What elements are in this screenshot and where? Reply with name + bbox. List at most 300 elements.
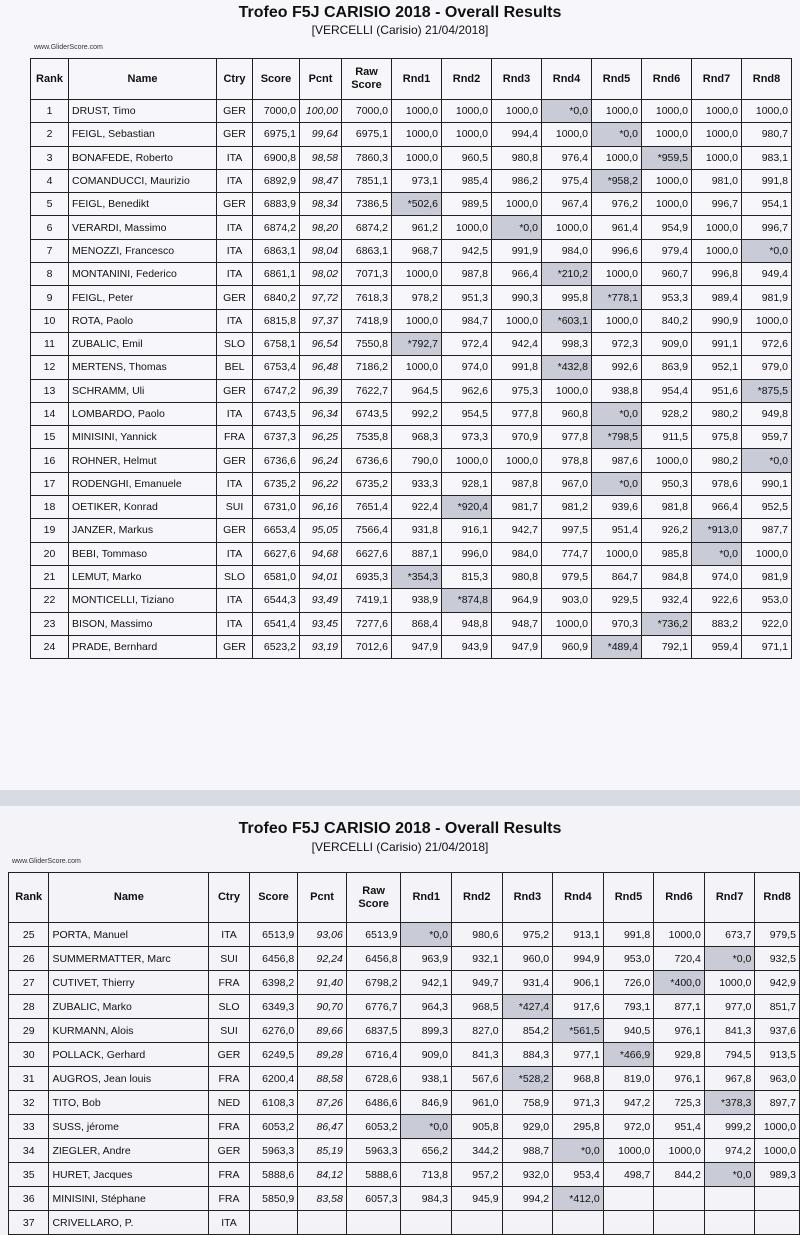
cell-rnd4: 979,5 bbox=[542, 565, 592, 588]
cell-rnd7 bbox=[704, 1187, 755, 1211]
header-country: Ctry bbox=[209, 873, 249, 923]
cell-rnd7: 1000,0 bbox=[692, 100, 742, 123]
cell-country: SUI bbox=[217, 496, 253, 519]
cell-rnd4: *432,8 bbox=[542, 356, 592, 379]
cell-percent: 87,26 bbox=[298, 1091, 347, 1115]
cell-name: MONTANINI, Federico bbox=[69, 263, 217, 286]
cell-rnd1: *0,0 bbox=[401, 923, 452, 947]
header-rnd6: Rnd6 bbox=[654, 873, 705, 923]
cell-rnd5: *0,0 bbox=[592, 472, 642, 495]
cell-rnd5: 1000,0 bbox=[592, 263, 642, 286]
table-row bbox=[31, 193, 792, 216]
cell-rnd1: 899,3 bbox=[401, 1019, 452, 1043]
cell-rnd1: 790,0 bbox=[392, 449, 442, 472]
cell-rnd8: 942,9 bbox=[755, 971, 800, 995]
cell-rnd4: 967,4 bbox=[542, 193, 592, 216]
header-row bbox=[31, 59, 792, 100]
cell-name: LEMUT, Marko bbox=[69, 565, 217, 588]
cell-name: DRUST, Timo bbox=[69, 100, 217, 123]
cell-raw-score: 6456,8 bbox=[346, 947, 401, 971]
cell-rank: 19 bbox=[31, 519, 69, 542]
cell-rnd3: 980,8 bbox=[492, 146, 542, 169]
cell-rank: 29 bbox=[9, 1019, 49, 1043]
cell-raw-score: 6863,1 bbox=[342, 239, 392, 262]
cell-country: NED bbox=[209, 1091, 249, 1115]
cell-rnd5: 991,8 bbox=[603, 923, 654, 947]
cell-percent: 93,19 bbox=[300, 635, 342, 658]
cell-percent: 91,40 bbox=[298, 971, 347, 995]
cell-rnd1: 868,4 bbox=[392, 612, 442, 635]
cell-name: FEIGL, Sebastian bbox=[69, 123, 217, 146]
cell-rnd3: 931,4 bbox=[502, 971, 553, 995]
cell-rnd8: 971,1 bbox=[742, 635, 792, 658]
cell-rnd1: 713,8 bbox=[401, 1163, 452, 1187]
cell-rnd4: 1000,0 bbox=[542, 612, 592, 635]
cell-name: KURMANN, Alois bbox=[49, 1019, 209, 1043]
cell-rnd6: 909,0 bbox=[642, 332, 692, 355]
cell-rnd3: 987,8 bbox=[492, 472, 542, 495]
cell-raw-score bbox=[346, 1211, 401, 1235]
cell-rnd4: 995,8 bbox=[542, 286, 592, 309]
cell-raw-score: 6776,7 bbox=[346, 995, 401, 1019]
cell-rnd7: 996,8 bbox=[692, 263, 742, 286]
cell-raw-score: 5963,3 bbox=[346, 1139, 401, 1163]
cell-rnd2 bbox=[451, 1211, 502, 1235]
cell-rnd1: 968,7 bbox=[392, 239, 442, 262]
cell-rnd2: 962,6 bbox=[442, 379, 492, 402]
header-rnd4: Rnd4 bbox=[542, 59, 592, 100]
cell-percent: 93,06 bbox=[298, 923, 347, 947]
cell-rnd8: *875,5 bbox=[742, 379, 792, 402]
cell-rnd5: 951,4 bbox=[592, 519, 642, 542]
cell-raw-score: 6735,2 bbox=[342, 472, 392, 495]
cell-score: 6627,6 bbox=[253, 542, 300, 565]
cell-rnd5: *958,2 bbox=[592, 169, 642, 192]
header-rnd3: Rnd3 bbox=[492, 59, 542, 100]
cell-rnd8: 953,0 bbox=[742, 589, 792, 612]
cell-rnd2: 951,3 bbox=[442, 286, 492, 309]
cell-percent bbox=[298, 1211, 347, 1235]
cell-rnd4: 981,2 bbox=[542, 496, 592, 519]
cell-rnd1: 909,0 bbox=[401, 1043, 452, 1067]
cell-name: MERTENS, Thomas bbox=[69, 356, 217, 379]
cell-rnd5: 996,6 bbox=[592, 239, 642, 262]
cell-rnd1: *502,6 bbox=[392, 193, 442, 216]
cell-raw-score: 7535,8 bbox=[342, 426, 392, 449]
cell-rank: 2 bbox=[31, 123, 69, 146]
cell-score: 6883,9 bbox=[253, 193, 300, 216]
cell-name: MENOZZI, Francesco bbox=[69, 239, 217, 262]
cell-score: 6900,8 bbox=[253, 146, 300, 169]
table-row bbox=[31, 216, 792, 239]
cell-name: ZUBALIC, Emil bbox=[69, 332, 217, 355]
cell-raw-score: 7860,3 bbox=[342, 146, 392, 169]
cell-rnd6 bbox=[654, 1187, 705, 1211]
table-row bbox=[31, 519, 792, 542]
cell-name: MINISINI, Stéphane bbox=[49, 1187, 209, 1211]
cell-percent: 97,72 bbox=[300, 286, 342, 309]
cell-rnd2: 954,5 bbox=[442, 402, 492, 425]
cell-score: 6758,1 bbox=[253, 332, 300, 355]
cell-rnd4: 971,3 bbox=[553, 1091, 604, 1115]
cell-rnd5: 987,6 bbox=[592, 449, 642, 472]
results-table-1 bbox=[30, 58, 792, 659]
cell-raw-score: 7419,1 bbox=[342, 589, 392, 612]
cell-rnd4: 975,4 bbox=[542, 169, 592, 192]
cell-rnd4: 917,6 bbox=[553, 995, 604, 1019]
cell-rnd4: 906,1 bbox=[553, 971, 604, 995]
cell-rnd5: 947,2 bbox=[603, 1091, 654, 1115]
cell-rnd7: *913,0 bbox=[692, 519, 742, 542]
cell-rnd1: 1000,0 bbox=[392, 123, 442, 146]
cell-rnd7: 978,6 bbox=[692, 472, 742, 495]
cell-rnd3 bbox=[502, 1211, 553, 1235]
cell-rnd3: 977,8 bbox=[492, 402, 542, 425]
cell-rnd6: 932,4 bbox=[642, 589, 692, 612]
cell-rnd3: 854,2 bbox=[502, 1019, 553, 1043]
cell-rank: 5 bbox=[31, 193, 69, 216]
cell-percent: 89,66 bbox=[298, 1019, 347, 1043]
cell-rnd3: 1000,0 bbox=[492, 449, 542, 472]
table-row bbox=[9, 995, 800, 1019]
page-subtitle: [VERCELLI (Carisio) 21/04/2018] bbox=[311, 23, 489, 37]
cell-raw-score: 6716,4 bbox=[346, 1043, 401, 1067]
site-url: www.GliderScore.com bbox=[34, 44, 103, 51]
cell-name: CRIVELLARO, P. bbox=[49, 1211, 209, 1235]
cell-country: GER bbox=[217, 449, 253, 472]
cell-rnd1: 922,4 bbox=[392, 496, 442, 519]
cell-raw-score: 6736,6 bbox=[342, 449, 392, 472]
cell-rnd6: 979,4 bbox=[642, 239, 692, 262]
cell-score: 6653,4 bbox=[253, 519, 300, 542]
cell-rnd8: 1000,0 bbox=[742, 100, 792, 123]
cell-rnd6: 1000,0 bbox=[642, 123, 692, 146]
cell-rnd6 bbox=[654, 1211, 705, 1235]
cell-rnd2: 974,0 bbox=[442, 356, 492, 379]
cell-score: 6753,4 bbox=[253, 356, 300, 379]
cell-rnd2: 984,7 bbox=[442, 309, 492, 332]
cell-raw-score: 7418,9 bbox=[342, 309, 392, 332]
cell-raw-score: 7550,8 bbox=[342, 332, 392, 355]
cell-rnd6: 985,8 bbox=[642, 542, 692, 565]
cell-rnd7: 974,0 bbox=[692, 565, 742, 588]
cell-rank: 24 bbox=[31, 635, 69, 658]
cell-percent: 94,68 bbox=[300, 542, 342, 565]
cell-percent: 86,47 bbox=[298, 1115, 347, 1139]
cell-country: ITA bbox=[209, 923, 249, 947]
cell-rnd8: 913,5 bbox=[755, 1043, 800, 1067]
cell-country: GER bbox=[209, 1043, 249, 1067]
cell-rnd4: 903,0 bbox=[542, 589, 592, 612]
cell-country: ITA bbox=[217, 169, 253, 192]
cell-rnd4: 968,8 bbox=[553, 1067, 604, 1091]
cell-country: ITA bbox=[217, 239, 253, 262]
cell-country: GER bbox=[217, 100, 253, 123]
site-url: www.GliderScore.com bbox=[12, 858, 81, 865]
cell-score bbox=[249, 1211, 298, 1235]
cell-rnd8: 987,7 bbox=[742, 519, 792, 542]
cell-percent: 93,45 bbox=[300, 612, 342, 635]
cell-rnd7: 990,9 bbox=[692, 309, 742, 332]
cell-rnd2: 943,9 bbox=[442, 635, 492, 658]
table-row bbox=[31, 472, 792, 495]
cell-rnd4: 977,1 bbox=[553, 1043, 604, 1067]
cell-rank: 35 bbox=[9, 1163, 49, 1187]
cell-rnd8: 959,7 bbox=[742, 426, 792, 449]
cell-percent: 94,01 bbox=[300, 565, 342, 588]
cell-country: FRA bbox=[217, 426, 253, 449]
cell-percent: 95,05 bbox=[300, 519, 342, 542]
cell-rnd1: 984,3 bbox=[401, 1187, 452, 1211]
cell-rnd3: 966,4 bbox=[492, 263, 542, 286]
cell-rnd4: 1000,0 bbox=[542, 216, 592, 239]
cell-country: GER bbox=[217, 193, 253, 216]
cell-country: FRA bbox=[209, 1115, 249, 1139]
cell-rnd6: 928,2 bbox=[642, 402, 692, 425]
cell-rnd6: 960,7 bbox=[642, 263, 692, 286]
cell-percent: 100,00 bbox=[300, 100, 342, 123]
cell-rnd7: *378,3 bbox=[704, 1091, 755, 1115]
table-row bbox=[31, 286, 792, 309]
cell-rnd8: 954,1 bbox=[742, 193, 792, 216]
cell-rnd3: 1000,0 bbox=[492, 193, 542, 216]
cell-rnd8: 937,6 bbox=[755, 1019, 800, 1043]
cell-rnd6: 984,8 bbox=[642, 565, 692, 588]
cell-raw-score: 5888,6 bbox=[346, 1163, 401, 1187]
cell-rank: 18 bbox=[31, 496, 69, 519]
table-row bbox=[31, 496, 792, 519]
table-row bbox=[9, 1115, 800, 1139]
cell-rank: 12 bbox=[31, 356, 69, 379]
cell-rnd5: 1000,0 bbox=[603, 1139, 654, 1163]
table-row bbox=[31, 263, 792, 286]
cell-name: TITO, Bob bbox=[49, 1091, 209, 1115]
cell-rnd3: 758,9 bbox=[502, 1091, 553, 1115]
cell-rnd2: 987,8 bbox=[442, 263, 492, 286]
table-row bbox=[31, 309, 792, 332]
cell-rnd6: 1000,0 bbox=[642, 100, 692, 123]
cell-rnd6: *400,0 bbox=[654, 971, 705, 995]
cell-percent: 89,28 bbox=[298, 1043, 347, 1067]
cell-rnd2: 945,9 bbox=[451, 1187, 502, 1211]
table-row bbox=[31, 332, 792, 355]
cell-country: ITA bbox=[217, 309, 253, 332]
cell-rnd5: 929,5 bbox=[592, 589, 642, 612]
cell-rank: 3 bbox=[31, 146, 69, 169]
cell-rnd8 bbox=[755, 1187, 800, 1211]
cell-rnd7: *0,0 bbox=[704, 947, 755, 971]
cell-score: 6200,4 bbox=[249, 1067, 298, 1091]
table-row bbox=[9, 1187, 800, 1211]
cell-rnd1: 887,1 bbox=[392, 542, 442, 565]
cell-score: 6861,1 bbox=[253, 263, 300, 286]
cell-rnd2: 948,8 bbox=[442, 612, 492, 635]
cell-rnd4: 913,1 bbox=[553, 923, 604, 947]
cell-score: 6349,3 bbox=[249, 995, 298, 1019]
cell-raw-score: 7186,2 bbox=[342, 356, 392, 379]
header-rnd8: Rnd8 bbox=[755, 873, 800, 923]
cell-rnd5: 972,0 bbox=[603, 1115, 654, 1139]
cell-rnd2: 996,0 bbox=[442, 542, 492, 565]
cell-rnd8 bbox=[755, 1211, 800, 1235]
cell-raw-score: 6057,3 bbox=[346, 1187, 401, 1211]
cell-rnd6: 840,2 bbox=[642, 309, 692, 332]
cell-rnd4: 960,8 bbox=[542, 402, 592, 425]
table-row bbox=[9, 1091, 800, 1115]
cell-rnd8: 983,1 bbox=[742, 146, 792, 169]
cell-score: 6276,0 bbox=[249, 1019, 298, 1043]
cell-rnd3: 970,9 bbox=[492, 426, 542, 449]
cell-rnd8: 979,0 bbox=[742, 356, 792, 379]
cell-rnd5: 1000,0 bbox=[592, 542, 642, 565]
cell-rank: 27 bbox=[9, 971, 49, 995]
cell-rnd8: *0,0 bbox=[742, 449, 792, 472]
cell-rnd8: 996,7 bbox=[742, 216, 792, 239]
cell-rnd1: *792,7 bbox=[392, 332, 442, 355]
cell-rnd8: 963,0 bbox=[755, 1067, 800, 1091]
cell-country: SUI bbox=[209, 947, 249, 971]
cell-rnd1: 961,2 bbox=[392, 216, 442, 239]
table-row bbox=[31, 169, 792, 192]
results-table-2 bbox=[8, 872, 800, 1235]
cell-name: PRADE, Bernhard bbox=[69, 635, 217, 658]
cell-rnd7: 991,1 bbox=[692, 332, 742, 355]
cell-percent: 96,39 bbox=[300, 379, 342, 402]
cell-rnd7: 794,5 bbox=[704, 1043, 755, 1067]
cell-name: CUTIVET, Thierry bbox=[49, 971, 209, 995]
cell-rank: 8 bbox=[31, 263, 69, 286]
cell-rnd1: 933,3 bbox=[392, 472, 442, 495]
cell-percent: 98,02 bbox=[300, 263, 342, 286]
cell-rnd4: 953,4 bbox=[553, 1163, 604, 1187]
cell-rnd1: 973,1 bbox=[392, 169, 442, 192]
cell-percent: 96,24 bbox=[300, 449, 342, 472]
cell-rnd5: 961,4 bbox=[592, 216, 642, 239]
cell-rnd2: 928,1 bbox=[442, 472, 492, 495]
table-row bbox=[9, 1211, 800, 1235]
header-rnd2: Rnd2 bbox=[442, 59, 492, 100]
cell-score: 6108,3 bbox=[249, 1091, 298, 1115]
cell-rnd4: 997,5 bbox=[542, 519, 592, 542]
cell-rnd5: *489,4 bbox=[592, 635, 642, 658]
cell-rank: 7 bbox=[31, 239, 69, 262]
cell-rnd6: 929,8 bbox=[654, 1043, 705, 1067]
cell-rnd2: 1000,0 bbox=[442, 449, 492, 472]
cell-rnd7: 967,8 bbox=[704, 1067, 755, 1091]
cell-name: ZUBALIC, Marko bbox=[49, 995, 209, 1019]
cell-rank: 30 bbox=[9, 1043, 49, 1067]
header-rnd1: Rnd1 bbox=[401, 873, 452, 923]
cell-country: SLO bbox=[217, 332, 253, 355]
cell-raw-score: 6975,1 bbox=[342, 123, 392, 146]
cell-rnd5: 726,0 bbox=[603, 971, 654, 995]
cell-rnd2: 968,5 bbox=[451, 995, 502, 1019]
cell-rnd8: 980,7 bbox=[742, 123, 792, 146]
table-row bbox=[31, 565, 792, 588]
cell-rnd3: *0,0 bbox=[492, 216, 542, 239]
cell-rank: 34 bbox=[9, 1139, 49, 1163]
cell-raw-score: 6486,6 bbox=[346, 1091, 401, 1115]
cell-rnd1: 963,9 bbox=[401, 947, 452, 971]
cell-name: HURET, Jacques bbox=[49, 1163, 209, 1187]
cell-rnd8: 981,9 bbox=[742, 565, 792, 588]
table-row bbox=[9, 971, 800, 995]
cell-country: GER bbox=[217, 635, 253, 658]
cell-rnd1: 978,2 bbox=[392, 286, 442, 309]
cell-rnd4: 774,7 bbox=[542, 542, 592, 565]
header-rnd8: Rnd8 bbox=[742, 59, 792, 100]
cell-rnd8: 952,5 bbox=[742, 496, 792, 519]
cell-percent: 98,20 bbox=[300, 216, 342, 239]
cell-rnd4: 984,0 bbox=[542, 239, 592, 262]
cell-country: FRA bbox=[209, 1187, 249, 1211]
cell-raw-score: 6627,6 bbox=[342, 542, 392, 565]
cell-rank: 22 bbox=[31, 589, 69, 612]
cell-rnd2: 960,5 bbox=[442, 146, 492, 169]
cell-name: BISON, Massimo bbox=[69, 612, 217, 635]
cell-rnd7: 1000,0 bbox=[692, 239, 742, 262]
cell-name: FEIGL, Benedikt bbox=[69, 193, 217, 216]
cell-rnd2: 973,3 bbox=[442, 426, 492, 449]
cell-name: COMANDUCCI, Maurizio bbox=[69, 169, 217, 192]
cell-rnd6: 877,1 bbox=[654, 995, 705, 1019]
cell-score: 6736,6 bbox=[253, 449, 300, 472]
cell-rnd7: *0,0 bbox=[692, 542, 742, 565]
cell-rnd6: 1000,0 bbox=[654, 923, 705, 947]
cell-rnd6: 951,4 bbox=[654, 1115, 705, 1139]
cell-rnd6: 720,4 bbox=[654, 947, 705, 971]
cell-rnd2: 980,6 bbox=[451, 923, 502, 947]
cell-rnd1: 1000,0 bbox=[392, 309, 442, 332]
cell-percent: 96,25 bbox=[300, 426, 342, 449]
cell-country: ITA bbox=[217, 146, 253, 169]
cell-rnd6: 976,1 bbox=[654, 1019, 705, 1043]
cell-rnd4: 1000,0 bbox=[542, 123, 592, 146]
header-rnd5: Rnd5 bbox=[603, 873, 654, 923]
page-subtitle: [VERCELLI (Carisio) 21/04/2018] bbox=[311, 840, 489, 854]
cell-rnd7: 951,6 bbox=[692, 379, 742, 402]
cell-raw-score: 6743,5 bbox=[342, 402, 392, 425]
cell-rnd5: 940,5 bbox=[603, 1019, 654, 1043]
cell-rnd2: 1000,0 bbox=[442, 123, 492, 146]
cell-percent: 97,37 bbox=[300, 309, 342, 332]
header-rnd2: Rnd2 bbox=[451, 873, 502, 923]
cell-rnd3: 990,3 bbox=[492, 286, 542, 309]
cell-rnd1: 1000,0 bbox=[392, 356, 442, 379]
cell-rnd3: 991,9 bbox=[492, 239, 542, 262]
cell-rank: 36 bbox=[9, 1187, 49, 1211]
cell-rnd2: *874,8 bbox=[442, 589, 492, 612]
cell-rnd6: 953,3 bbox=[642, 286, 692, 309]
table-row bbox=[31, 379, 792, 402]
table-row bbox=[31, 589, 792, 612]
cell-country: GER bbox=[217, 519, 253, 542]
cell-rnd3: 984,0 bbox=[492, 542, 542, 565]
header-rnd7: Rnd7 bbox=[692, 59, 742, 100]
cell-rnd2: 815,3 bbox=[442, 565, 492, 588]
cell-rank: 15 bbox=[31, 426, 69, 449]
cell-rnd2: *920,4 bbox=[442, 496, 492, 519]
header-rank: Rank bbox=[9, 873, 49, 923]
cell-rnd6: 911,5 bbox=[642, 426, 692, 449]
cell-raw-score: 6874,2 bbox=[342, 216, 392, 239]
cell-rnd7 bbox=[704, 1211, 755, 1235]
cell-rnd3: 975,3 bbox=[492, 379, 542, 402]
cell-rnd5: 972,3 bbox=[592, 332, 642, 355]
cell-rnd1: 931,8 bbox=[392, 519, 442, 542]
cell-rank: 26 bbox=[9, 947, 49, 971]
cell-country: ITA bbox=[217, 612, 253, 635]
